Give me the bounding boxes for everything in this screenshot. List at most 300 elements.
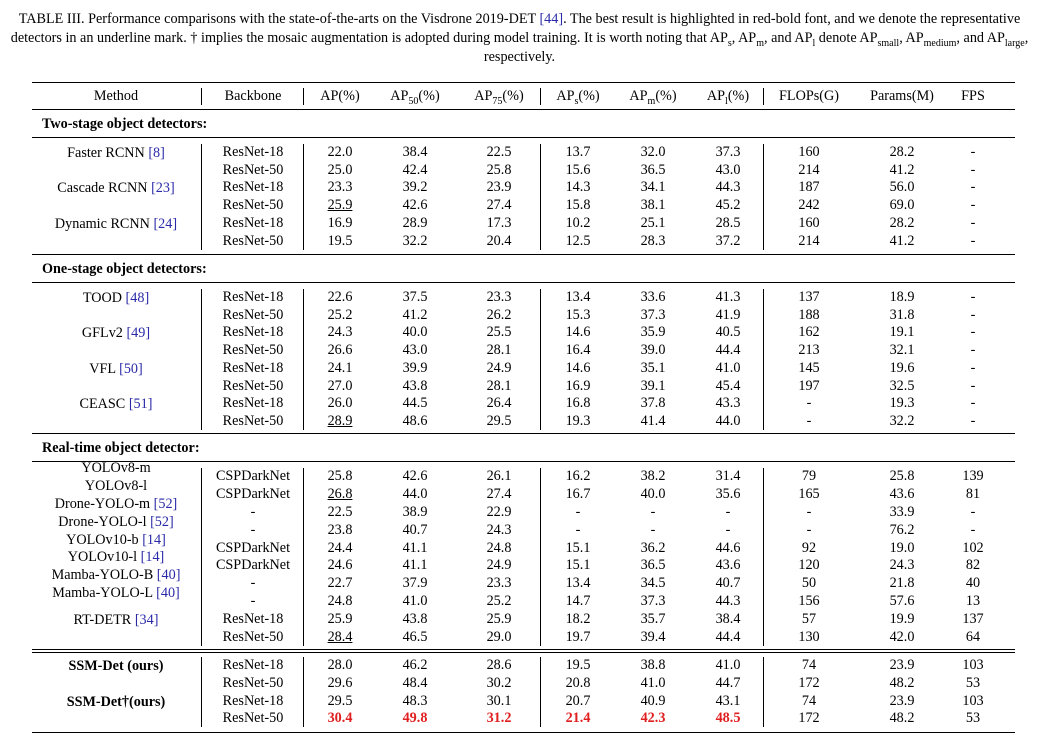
table-cell: 28.1 [486,342,512,358]
table-cell: 79 [801,468,817,484]
column-divider [201,468,202,646]
table-cell: 37.3 [640,307,666,323]
table-cell: 139 [962,468,984,484]
table-cell: 145 [798,360,820,376]
backbone-cell: ResNet-50 [222,413,284,429]
table-cell: - [970,289,976,305]
section-rule-1 [32,137,1015,138]
method-name [85,478,147,495]
table-cell: 26.2 [486,307,512,323]
table-cell: 30.1 [486,693,512,709]
citation-link[interactable]: [49] [126,325,151,341]
method-label: YOLOv10-l [67,549,141,565]
table-cell: 64 [965,629,981,645]
table-cell: 16.7 [565,486,591,502]
table-cell: - [970,215,976,231]
backbone-cell: CSPDarkNet [215,486,291,502]
method-name [69,658,164,675]
table-cell: 25.2 [486,593,512,609]
backbone-cell: ResNet-18 [222,215,284,231]
backbone-cell: ResNet-50 [222,629,284,645]
table-cell: 160 [798,144,820,160]
table-cell: 188 [798,307,820,323]
method-label: SSM-Det†(ours) [66,694,166,710]
table-cell: 26.8 [327,486,353,502]
backbone-cell: CSPDarkNet [215,557,291,573]
table-cell: 35.1 [640,360,666,376]
table-cell: 40.9 [640,693,666,709]
table-cell: - [970,233,976,249]
table-cell: - [806,504,812,520]
table-cell: 38.9 [402,504,428,520]
table-cell: 12.5 [565,233,591,249]
citation-link[interactable]: [34] [134,612,159,628]
table-cell: 31.4 [715,468,741,484]
method-label: Cascade RCNN [57,180,152,196]
table-cell: 26.4 [486,395,512,411]
table-cell: 34.5 [640,575,666,591]
table-cell: - [806,395,812,411]
table-cell: 13.4 [565,575,591,591]
citation-link[interactable]: [40] [156,585,180,601]
column-divider [763,657,764,727]
table-cell: 10.2 [565,215,591,231]
method-name [52,585,180,602]
citation-link[interactable]: [50] [119,361,143,377]
column-divider [201,657,202,727]
table-cell: 40.7 [402,522,428,538]
header-apm: $AP_m(\%)$ [629,88,677,107]
method-name [68,549,165,566]
table-cell: 76.2 [889,522,915,538]
table-cell: 13.7 [565,144,591,160]
column-divider [201,289,202,430]
section-rule-3 [32,282,1015,283]
table-cell: 15.8 [565,197,591,213]
table-cell: 16.4 [565,342,591,358]
table-cell: 23.3 [486,289,512,305]
table-cell: 28.9 [327,413,353,429]
table-cell: 37.3 [715,144,741,160]
table-cell: 48.2 [889,675,915,691]
table-cell: 43.0 [402,342,428,358]
table-cell: 41.2 [889,233,915,249]
table-cell: 45.4 [715,378,741,394]
method-label: Dynamic RCNN [54,216,154,232]
table-cell: 40 [965,575,981,591]
method-name [80,396,153,413]
table-cell: 27.4 [486,197,512,213]
table-cell: 45.2 [715,197,741,213]
table-cell: 19.3 [565,413,591,429]
table-cell: 13 [965,593,981,609]
table-cell: 25.9 [486,611,512,627]
column-divider [763,289,764,430]
table-cell: - [970,413,976,429]
table-cell: 165 [798,486,820,502]
table-cell: 27.4 [486,486,512,502]
method-name [67,145,165,162]
header-divider [201,88,202,105]
table-cell: 25.2 [327,307,353,323]
table-cell: 41.2 [889,162,915,178]
table-cell: 29.5 [486,413,512,429]
column-divider [201,144,202,250]
table-cell: 23.9 [889,657,915,673]
backbone-cell: ResNet-50 [222,710,284,726]
section-rule-2 [32,254,1015,255]
table-cell: 82 [965,557,981,573]
citation-link[interactable]: [52] [153,496,178,512]
table-cell: 44.7 [715,675,741,691]
table-cell: 42.3 [640,710,666,726]
table-cell: - [970,162,976,178]
table-cell: 14.6 [565,324,591,340]
table-cell: 172 [798,710,820,726]
table-cell: 42.6 [402,468,428,484]
citation-link[interactable]: [51] [128,396,153,412]
method-name [81,460,150,477]
backbone-cell: ResNet-18 [222,289,284,305]
table-cell: 49.8 [402,710,428,726]
citation-link[interactable]: [14] [142,532,166,548]
table-cell: 50 [801,575,817,591]
table-cell: 48.6 [402,413,428,429]
table-cell: - [650,504,656,520]
backbone-cell: ResNet-18 [222,144,284,160]
table-cell: 30.4 [327,710,353,726]
citation-link[interactable]: [23] [151,180,175,196]
table-cell: 36.5 [640,557,666,573]
table-cell: 25.9 [327,611,353,627]
header-divider [540,88,541,105]
table-cell: 53 [965,675,981,691]
table-cell: 41.3 [715,289,741,305]
table-cell: 28.2 [889,144,915,160]
table-cell: 48.2 [889,710,915,726]
table-cell: 24.3 [327,324,353,340]
bottom-rule [32,732,1015,733]
table-cell: 187 [798,179,820,195]
backbone-cell: - [250,522,256,538]
table-cell: 44.6 [715,540,741,556]
table-cell: 44.0 [715,413,741,429]
table-cell: 41.0 [640,675,666,691]
table-cell: 40.0 [640,486,666,502]
table-cell: 57.6 [889,593,915,609]
table-cell: 28.6 [486,657,512,673]
table-cell: 32.2 [889,413,915,429]
table-cell: 31.2 [486,710,512,726]
table-cell: 28.5 [715,215,741,231]
table-cell: - [806,413,812,429]
table-cell: 14.3 [565,179,591,195]
table-cell: 42.0 [889,629,915,645]
method-label: YOLOv8-m [81,460,151,476]
table-cell: 44.4 [715,342,741,358]
table-cell: 36.5 [640,162,666,178]
header-backbone: Backbone [224,88,282,104]
table-cell: 24.9 [486,360,512,376]
citation-link[interactable]: [24] [153,216,178,232]
backbone-cell: ResNet-50 [222,197,284,213]
table-cell: 22.9 [486,504,512,520]
table-cell: 43.0 [715,162,741,178]
table-cell: 28.9 [402,215,428,231]
table-cell: - [970,197,976,213]
table-cell: 41.0 [715,657,741,673]
citation-link[interactable]: [14] [140,549,165,565]
header-rule [32,109,1015,110]
table-cell: - [575,504,581,520]
table-cell: 44.5 [402,395,428,411]
backbone-cell: ResNet-18 [222,324,284,340]
table-cell: 20.8 [565,675,591,691]
method-name [89,361,142,378]
table-cell: 39.9 [402,360,428,376]
table-cell: 69.0 [889,197,915,213]
table-cell: 156 [798,593,820,609]
table-cell: 162 [798,324,820,340]
table-cell: 23.3 [327,179,353,195]
table-cell: 102 [962,540,984,556]
table-cell: 39.2 [402,179,428,195]
table-cell: 15.3 [565,307,591,323]
table-cell: 37.5 [402,289,428,305]
backbone-cell: ResNet-50 [222,675,284,691]
table-cell: 103 [962,693,984,709]
table-cell: 21.4 [565,710,591,726]
table-cell: 92 [801,540,817,556]
table-cell: 197 [798,378,820,394]
method-name [82,325,150,342]
backbone-cell: ResNet-18 [222,693,284,709]
method-name [52,567,181,584]
table-cell: 40.5 [715,324,741,340]
table-cell: 41.9 [715,307,741,323]
table-cell: 42.4 [402,162,428,178]
table-cell: 19.6 [889,360,915,376]
table-cell: 24.9 [486,557,512,573]
section-heading-one-stage: One-stage object detectors: [42,261,207,277]
backbone-cell: ResNet-50 [222,378,284,394]
table-cell: 28.2 [889,215,915,231]
table-cell: 24.8 [327,593,353,609]
table-cell: 39.0 [640,342,666,358]
table-cell: 28.3 [640,233,666,249]
table-cell: 24.8 [486,540,512,556]
table-cell: 32.1 [889,342,915,358]
table-cell: - [970,144,976,160]
table-cell: 24.1 [327,360,353,376]
table-cell: - [806,522,812,538]
table-cell: 19.3 [889,395,915,411]
table-cell: 130 [798,629,820,645]
table-cell: 26.6 [327,342,353,358]
table-cell: 25.0 [327,162,353,178]
table-cell: 43.1 [715,693,741,709]
table-cell: 26.0 [327,395,353,411]
table-cell: 46.2 [402,657,428,673]
table-cell: 35.7 [640,611,666,627]
table-cell: 23.9 [486,179,512,195]
table-cell: 44.4 [715,629,741,645]
table-cell: 38.1 [640,197,666,213]
method-name [83,290,149,307]
table-cell: 15.1 [565,540,591,556]
backbone-cell: ResNet-50 [222,233,284,249]
table-cell: 40.0 [402,324,428,340]
header-aps: $AP_s(\%)$ [556,88,600,107]
header-params: Params(M) [870,88,934,104]
table-cell: 43.6 [715,557,741,573]
table-cell: 27.0 [327,378,353,394]
table-caption: TABLE III. Performance comparisons with the state-of-the-arts on the Visdrone 2019-DET [44]. The best result is highlighted in red-bold font, and we denote the representative detectors in an underline mark. † implies the mosaic augmentation is adopted during model training. It is worth noting that $AP_s$, $AP_m$, and $AP_l$ denote $AP_{small}$, $AP_{medium}$, and $AP_{large}$, respectively. [10,11,1029,65]
method-name [55,496,178,513]
table-cell: 74 [801,657,817,673]
table-cell: 34.1 [640,179,666,195]
method-name [66,532,166,549]
backbone-cell: - [250,504,256,520]
table-cell: 120 [798,557,820,573]
table-cell: 32.5 [889,378,915,394]
backbone-cell: - [250,575,256,591]
table-cell: 20.7 [565,693,591,709]
method-name [55,216,177,233]
table-cell: 37.8 [640,395,666,411]
table-cell: 25.8 [327,468,353,484]
table-cell: 19.0 [889,540,915,556]
table-cell: 44.3 [715,179,741,195]
table-cell: 137 [798,289,820,305]
table-cell: - [970,307,976,323]
table-cell: - [970,324,976,340]
table-cell: 214 [798,162,820,178]
method-label: GFLv2 [81,325,127,341]
table-cell: 19.7 [565,629,591,645]
table-cell: 33.6 [640,289,666,305]
method-label: TOOD [82,290,126,306]
table-cell: 13.4 [565,289,591,305]
table-cell: 25.8 [486,162,512,178]
header-ap: AP(%) [320,88,360,104]
backbone-cell: ResNet-18 [222,611,284,627]
table-cell: - [725,504,731,520]
table-cell: 25.1 [640,215,666,231]
table-cell: 57 [801,611,817,627]
table-cell: 39.4 [640,629,666,645]
citation-link[interactable]: [40] [156,567,181,583]
table-cell: - [650,522,656,538]
method-label: Drone-YOLO-m [54,496,154,512]
table-cell: 15.1 [565,557,591,573]
table-cell: 14.7 [565,593,591,609]
table-cell: 38.4 [402,144,428,160]
method-name [67,694,166,711]
table-cell: 32.0 [640,144,666,160]
backbone-cell: CSPDarkNet [215,540,291,556]
column-divider [763,468,764,646]
section-rule-5 [32,461,1015,462]
table-cell: 19.5 [565,657,591,673]
table-cell: 81 [965,486,981,502]
table-cell: 16.2 [565,468,591,484]
table-cell: 31.8 [889,307,915,323]
table-cell: 16.9 [565,378,591,394]
method-label: CEASC [79,396,129,412]
table-cell: 48.3 [402,693,428,709]
column-divider [540,657,541,727]
table-cell: 22.7 [327,575,353,591]
table-cell: 42.6 [402,197,428,213]
column-divider [540,144,541,250]
column-divider [303,657,304,727]
table-cell: 19.1 [889,324,915,340]
table-cell: - [970,378,976,394]
column-divider [540,289,541,430]
table-cell: 24.4 [327,540,353,556]
backbone-cell: ResNet-50 [222,162,284,178]
method-label: Drone-YOLO-l [58,514,151,530]
citation-link[interactable]: [52] [150,514,174,530]
table-cell: 24.3 [486,522,512,538]
table-cell: 103 [962,657,984,673]
table-cell: 44.0 [402,486,428,502]
table-cell: 15.6 [565,162,591,178]
table-cell: 41.4 [640,413,666,429]
table-cell: 23.8 [327,522,353,538]
table-cell: 23.9 [889,693,915,709]
header-ap75: $AP_{75}(\%)$ [474,88,524,107]
method-label: Mamba-YOLO-L [52,585,157,601]
method-name [57,180,174,197]
method-label: Faster RCNN [67,145,149,161]
table-cell: 28.1 [486,378,512,394]
method-label: Mamba-YOLO-B [51,567,157,583]
table-cell: 40.7 [715,575,741,591]
citation-link[interactable]: [44] [539,11,564,27]
section-heading-two-stage: Two-stage object detectors: [42,116,208,132]
method-label: YOLOv8-l [84,478,148,494]
method-label: RT-DETR [73,612,135,628]
backbone-cell: ResNet-50 [222,307,284,323]
citation-link[interactable]: [48] [125,290,150,306]
column-divider [303,289,304,430]
header-flops: FLOPs(G) [779,88,839,104]
section-heading-real-time: Real-time object detector: [42,440,200,456]
table-cell: 24.3 [889,557,915,573]
header-fps: FPS [961,88,985,104]
backbone-cell: ResNet-50 [222,342,284,358]
section-rule-6 [32,649,1015,650]
table-cell: 38.4 [715,611,741,627]
method-label: VFL [89,361,120,377]
method-label: YOLOv10-b [66,532,143,548]
section-rule-7 [32,652,1015,653]
table-cell: 41.0 [402,593,428,609]
table-cell: 22.0 [327,144,353,160]
table-cell: 41.1 [402,557,428,573]
table-cell: 25.8 [889,468,915,484]
table-cell: 37.9 [402,575,428,591]
table-cell: 43.8 [402,378,428,394]
citation-link[interactable]: [8] [148,145,165,161]
table-cell: 25.5 [486,324,512,340]
top-rule [32,82,1015,83]
table-cell: 19.5 [327,233,353,249]
table-cell: 41.1 [402,540,428,556]
table-cell: 32.2 [402,233,428,249]
